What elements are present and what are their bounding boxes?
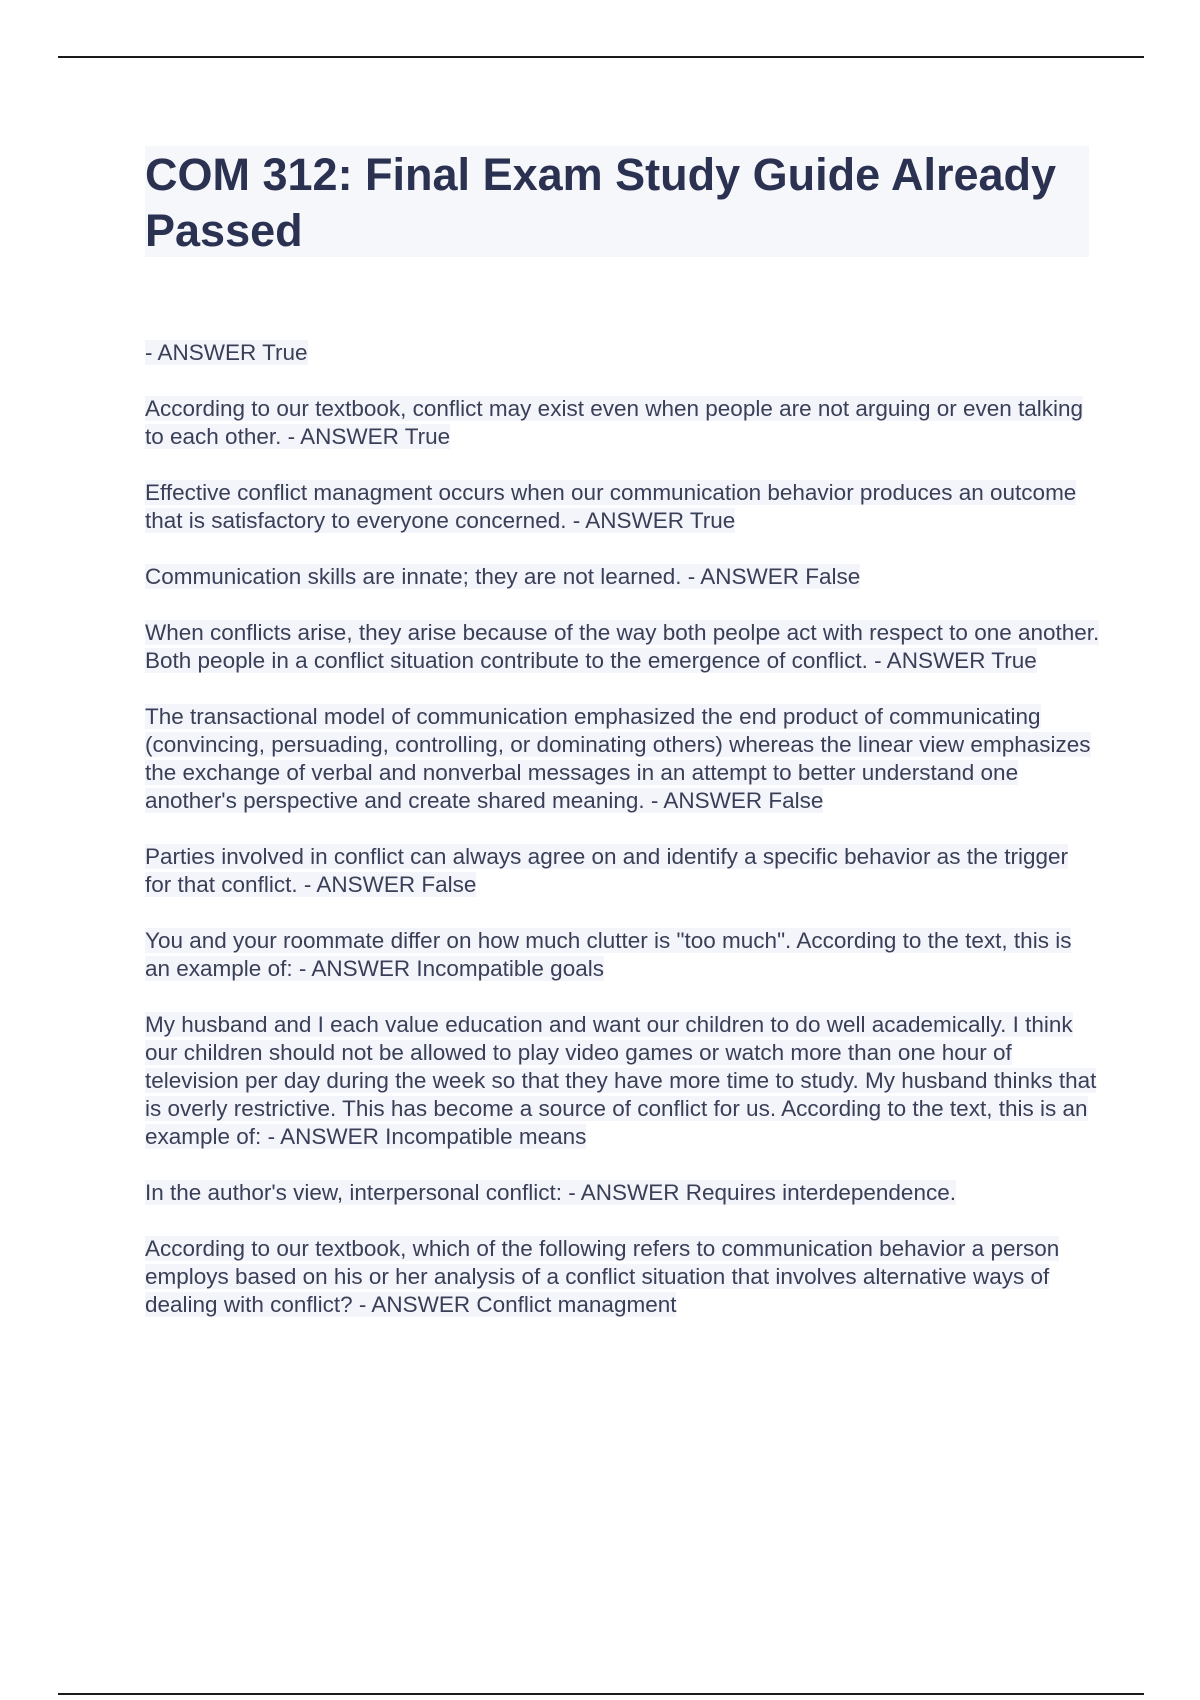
qa-item (145, 703, 1100, 815)
qa-item (145, 1179, 1100, 1207)
qa-text: - ANSWER True (145, 340, 308, 365)
qa-text: You and your roommate differ on how much clutter is "too much". According to the text, this is an example of: - ANSWER Incompatible goals (145, 928, 1072, 981)
qa-text: Communication skills are innate; they are not learned. - ANSWER False (145, 564, 861, 589)
qa-item (145, 1011, 1100, 1151)
title-block (145, 146, 1089, 257)
qa-item (145, 563, 1100, 591)
qa-text: Parties involved in conflict can always agree on and identify a specific behavior as the trigger for that conflict. - ANSWER False (145, 844, 1069, 897)
qa-text: In the author's view, interpersonal conflict: - ANSWER Requires interdependence. (145, 1180, 956, 1205)
qa-item (145, 339, 1100, 367)
qa-text: Effective conflict managment occurs when our communication behavior produces an outcome that is satisfactory to everyone concerned. - ANSWER True (145, 480, 1077, 533)
bottom-rule (58, 1693, 1144, 1695)
qa-text: My husband and I each value education and want our children to do well academically. I think our children should not be allowed to play video games or watch more than one hour of television per day during the week so that they have more time to study. My husband thinks that is overly restrictive. This has become a source of conflict for us. According to the text, this is an example of: - ANSWER Incompatible means (145, 1012, 1097, 1149)
top-rule (58, 56, 1144, 58)
qa-item (145, 479, 1100, 535)
qa-text: The transactional model of communication emphasized the end product of communicating (convincing, persuading, controlling, or dominating others) whereas the linear view emphasizes the exchange of verbal and nonverbal messages in an attempt to better understand one another's perspective and create shared meaning. - ANSWER False (145, 704, 1091, 813)
qa-item (145, 619, 1100, 675)
qa-item (145, 1235, 1100, 1319)
document-title: COM 312: Final Exam Study Guide Already Passed (145, 149, 1057, 256)
qa-list (145, 339, 1100, 1347)
qa-text: According to our textbook, conflict may exist even when people are not arguing or even talking to each other. - ANSWER True (145, 396, 1084, 449)
qa-item (145, 395, 1100, 451)
qa-text: When conflicts arise, they arise because of the way both peolpe act with respect to one another. Both people in a conflict situation contribute to the emergence of conflict. - ANSWER True (145, 620, 1100, 673)
qa-item (145, 927, 1100, 983)
qa-text: According to our textbook, which of the following refers to communication behavior a person employs based on his or her analysis of a conflict situation that involves alternative ways of dealing with conflict? - ANSWER Conflict managment (145, 1236, 1060, 1317)
qa-item (145, 843, 1100, 899)
